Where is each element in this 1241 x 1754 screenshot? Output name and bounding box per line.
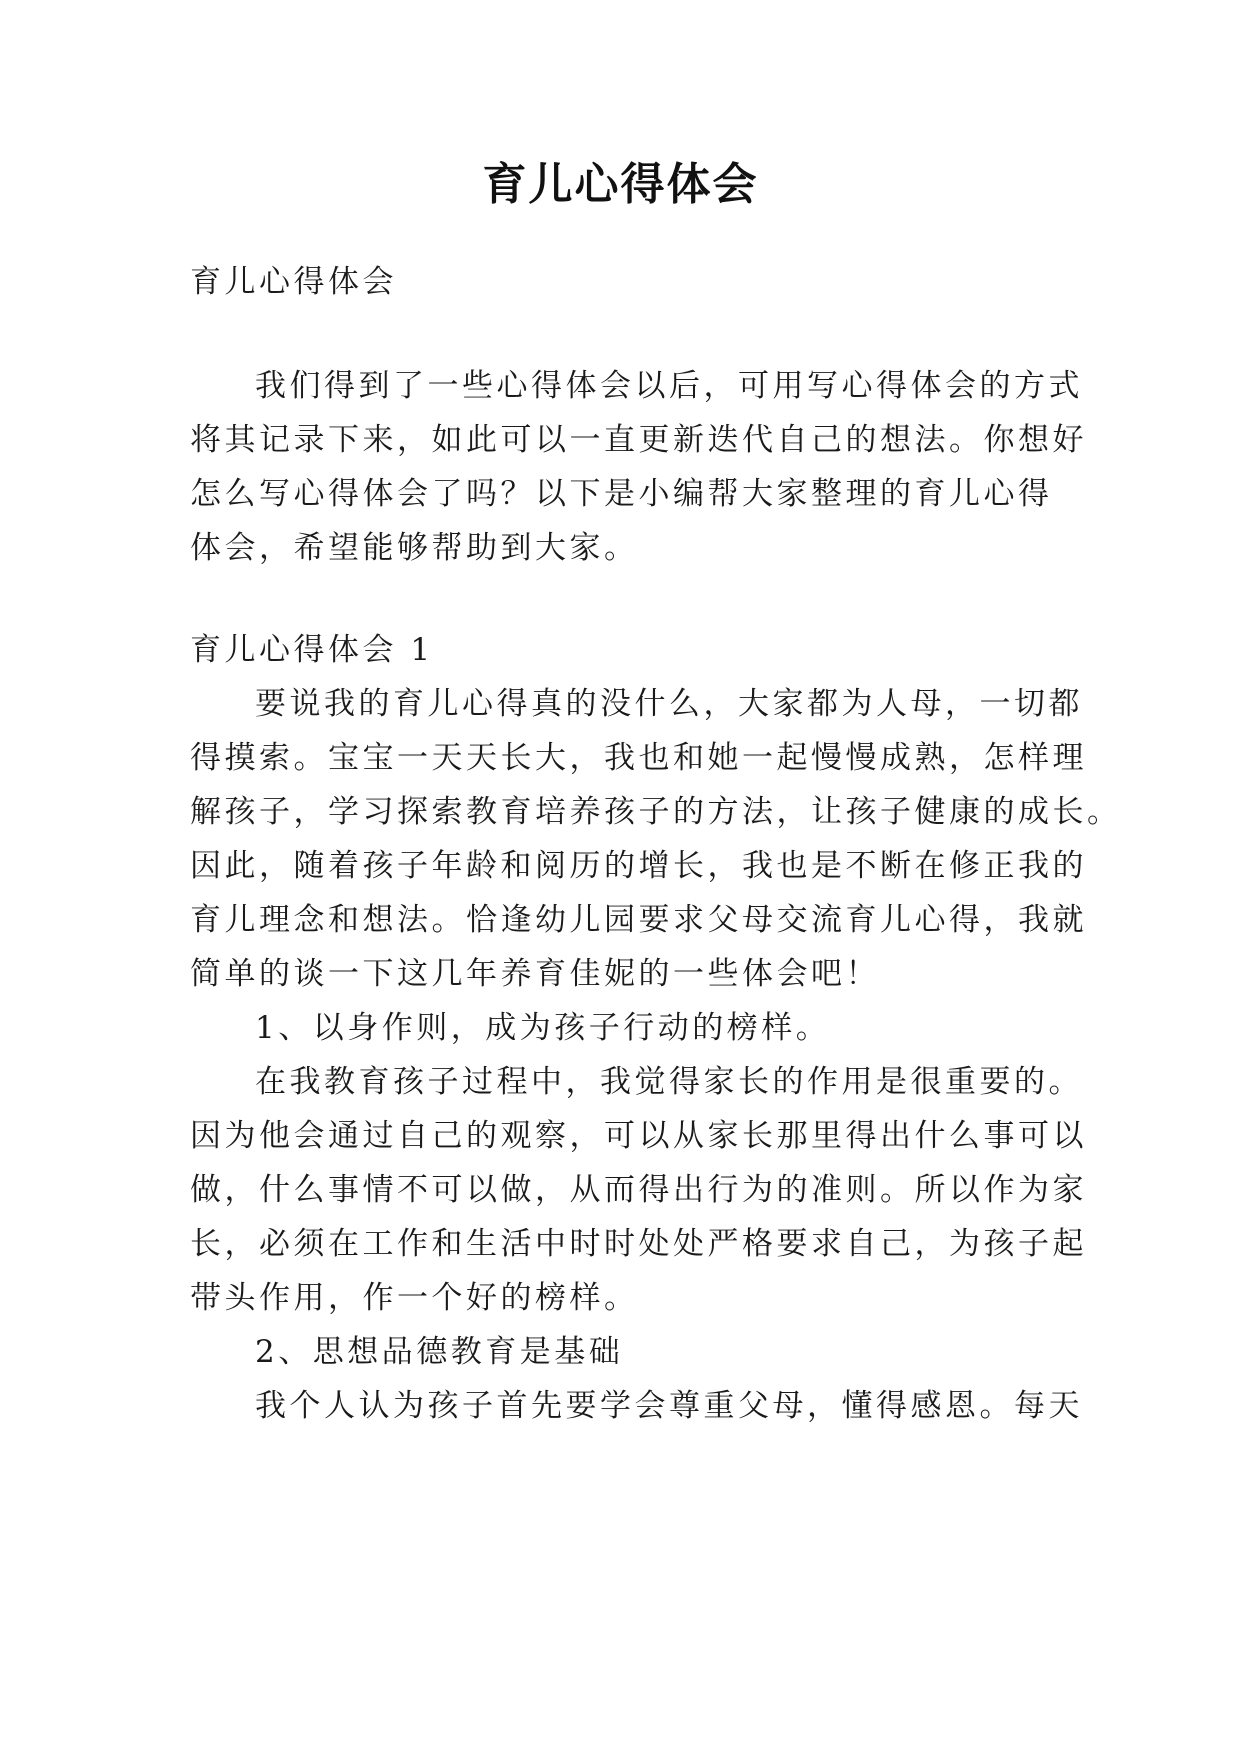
paragraph-line: 因此，随着孩子年龄和阅历的增长，我也是不断在修正我的 [190,848,1087,884]
paragraph-line: 长，必须在工作和生活中时时处处严格要求自己，为孩子起 [190,1226,1087,1262]
paragraph-line: 带头作用，作一个好的榜样。 [190,1280,639,1316]
intro-line: 体会，希望能够帮助到大家。 [190,530,639,566]
paragraph-line: 因为他会通过自己的观察，可以从家长那里得出什么事可以 [190,1118,1087,1154]
paragraph-line: 得摸索。宝宝一天天长大，我也和她一起慢慢成熟，怎样理 [190,740,1087,776]
subtitle: 育儿心得体会 [190,264,397,300]
paragraph-line: 简单的谈一下这几年养育佳妮的一些体会吧！ [190,956,880,992]
paragraph-line: 要说我的育儿心得真的没什么，大家都为人母，一切都 [255,686,1083,722]
intro-line: 我们得到了一些心得体会以后，可用写心得体会的方式 [255,368,1083,404]
intro-line: 怎么写心得体会了吗？以下是小编帮大家整理的育儿心得 [190,476,1053,512]
point-heading: 1、以身作则，成为孩子行动的榜样。 [255,1010,831,1046]
point-heading: 2、思想品德教育是基础 [255,1334,624,1370]
paragraph-line: 育儿理念和想法。恰逢幼儿园要求父母交流育儿心得，我就 [190,902,1087,938]
paragraph-line: 解孩子，学习探索教育培养孩子的方法，让孩子健康的成长。 [190,794,1122,830]
paragraph-line: 我个人认为孩子首先要学会尊重父母，懂得感恩。每天 [255,1388,1083,1424]
document-title: 育儿心得体会 [482,159,759,210]
paragraph-line: 在我教育孩子过程中，我觉得家长的作用是很重要的。 [255,1064,1083,1100]
paragraph-line: 做，什么事情不可以做，从而得出行为的准则。所以作为家 [190,1172,1087,1208]
section-heading: 育儿心得体会 1 [190,632,434,668]
intro-line: 将其记录下来，如此可以一直更新迭代自己的想法。你想好 [190,422,1087,458]
